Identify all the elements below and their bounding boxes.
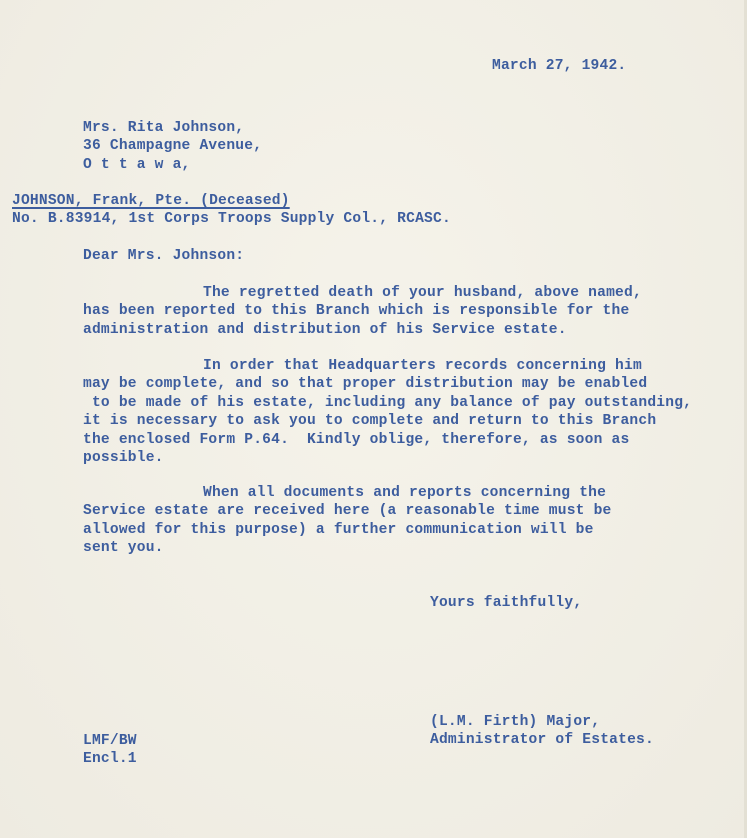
paragraph-line: In order that Headquarters records concerning him: [203, 358, 642, 374]
salutation: Dear Mrs. Johnson:: [83, 248, 245, 264]
letter-date: March 27, 1942.: [492, 58, 627, 74]
paragraph-line: may be complete, and so that proper distribution may be enabled: [83, 376, 648, 393]
paragraph-line: it is necessary to ask you to complete and return to this Branch: [83, 413, 657, 430]
paragraph-line: the enclosed Form P.64. Kindly oblige, therefore, as soon as: [83, 431, 630, 448]
paragraph-2: [83, 357, 692, 467]
paragraph-3: [83, 484, 612, 558]
paragraph-line: administration and distribution of his Service estate.: [83, 321, 567, 338]
paragraph-line: has been reported to this Branch which is responsible for the: [83, 303, 630, 320]
paragraph-line: allowed for this purpose) a further communication will be: [83, 521, 594, 538]
signature-block: [430, 713, 654, 750]
paragraph-line: When all documents and reports concerning the: [203, 485, 607, 501]
subject-service-number: No. B.83914, 1st Corps Troops Supply Col., RCASC.: [12, 211, 451, 228]
recipient-name: Mrs. Rita Johnson,: [83, 120, 245, 136]
subject-block: [12, 192, 451, 229]
paragraph-line: to be made of his estate, including any balance of pay outstanding,: [83, 394, 693, 411]
signatory-name: (L.M. Firth) Major,: [430, 714, 601, 730]
recipient-street: 36 Champagne Avenue,: [83, 138, 263, 155]
enclosure-note: Encl.1: [83, 751, 137, 768]
paragraph-line: possible.: [83, 450, 164, 467]
closing: Yours faithfully,: [430, 595, 583, 611]
recipient-address: [83, 119, 262, 174]
paragraph-line: The regretted death of your husband, above named,: [203, 285, 642, 301]
reference-initials: LMF/BW: [83, 733, 137, 749]
paragraph-line: sent you.: [83, 540, 164, 557]
signatory-title: Administrator of Estates.: [430, 732, 654, 749]
paragraph-line: Service estate are received here (a reasonable time must be: [83, 503, 612, 520]
reference-block: [83, 732, 137, 769]
paragraph-1: [83, 284, 642, 339]
subject-name: JOHNSON, Frank, Pte. (Deceased): [12, 193, 290, 209]
recipient-city: O t t a w a,: [83, 156, 191, 173]
